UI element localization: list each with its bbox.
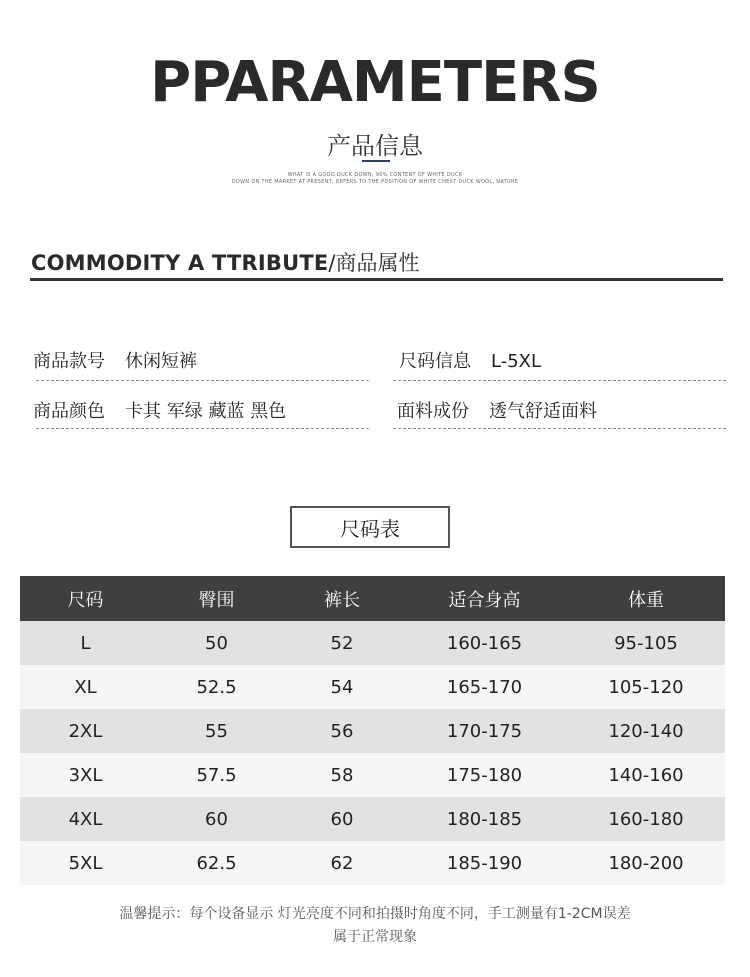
attribute-label: 尺码信息: [399, 351, 471, 372]
cell-hip: 55: [205, 720, 228, 742]
page-subtitle: 产品信息: [327, 132, 423, 160]
subtitle-underline: [362, 160, 390, 162]
cell-hip: 62.5: [196, 852, 237, 874]
dashed-divider: [393, 380, 726, 381]
cell-weight: 180-200: [608, 852, 684, 874]
measurement-note-continued: 属于正常现象: [333, 929, 417, 945]
cell-hip: 50: [205, 632, 228, 654]
size-table: [20, 576, 725, 885]
table-row: [20, 621, 725, 665]
attribute-value: 透气舒适面料: [489, 401, 597, 422]
cell-size: L: [80, 632, 91, 654]
cell-weight: 120-140: [608, 720, 684, 742]
attribute-size-info: [399, 347, 541, 373]
cell-height: 185-190: [446, 852, 523, 874]
cell-size: 5XL: [68, 852, 103, 874]
cell-weight: 95-105: [614, 632, 678, 654]
cell-height: 175-180: [446, 764, 523, 786]
cell-height: 165-170: [446, 676, 523, 698]
cell-hip: 57.5: [196, 764, 237, 786]
table-row: [20, 797, 725, 841]
fine-print-line-2: DOWN ON THE MARKET AT PRESENT, REFERS TO THE POSITION OF WHITE CHEST DUCK WOOL, NATURE: [231, 179, 519, 185]
attribute-style-number: [33, 347, 197, 373]
table-row: [20, 753, 725, 797]
size-chart-title: 尺码表: [290, 506, 450, 548]
attribute-value: L-5XL: [491, 351, 542, 372]
attribute-label: 商品款号: [33, 351, 105, 372]
cell-length: 58: [330, 764, 354, 786]
cell-size: XL: [74, 676, 97, 698]
cell-length: 56: [330, 720, 354, 742]
cell-hip: 52.5: [196, 676, 237, 698]
dashed-divider: [36, 380, 369, 381]
page-title: PPARAMETERS: [150, 50, 600, 115]
cell-size: 3XL: [68, 764, 103, 786]
fine-print-line-1: WHAT IS A GOOD DUCK DOWN, 90% CONTENT OF WHITE DUCK: [287, 172, 463, 178]
table-header: [20, 576, 725, 621]
cell-hip: 60: [205, 808, 228, 830]
cell-weight: 160-180: [608, 808, 684, 830]
cell-height: 170-175: [446, 720, 523, 742]
attribute-heading: [31, 247, 419, 277]
attribute-label: 商品颜色: [33, 401, 105, 422]
header-weight: 体重: [628, 589, 664, 611]
cell-weight: 105-120: [608, 676, 684, 698]
dashed-divider: [36, 428, 369, 429]
cell-weight: 140-160: [608, 764, 684, 786]
header-hip: 臀围: [198, 589, 235, 611]
table-row: [20, 841, 725, 885]
attribute-heading-en: COMMODITY A TTRIBUTE: [31, 251, 329, 275]
attribute-value: 休闲短裤: [125, 351, 197, 372]
table-row: [20, 709, 725, 753]
attribute-label: 面料成份: [397, 401, 469, 422]
cell-length: 60: [330, 808, 354, 830]
cell-size: 4XL: [68, 808, 103, 830]
attribute-heading-zh: /商品属性: [328, 251, 420, 275]
table-row: [20, 665, 725, 709]
attribute-fabric: [397, 397, 597, 423]
measurement-note: 温馨提示：每个设备显示 灯光亮度不同和拍摄时角度不同，手工测量有1-2CM误差: [119, 906, 631, 922]
dashed-divider: [393, 428, 726, 429]
header-length: 裤长: [324, 589, 360, 611]
attribute-value: 卡其 军绿 藏蓝 黑色: [125, 401, 287, 422]
cell-size: 2XL: [68, 720, 103, 742]
header-size: 尺码: [67, 589, 104, 611]
cell-length: 54: [330, 676, 354, 698]
cell-height: 160-165: [446, 632, 523, 654]
cell-length: 52: [330, 632, 354, 654]
cell-length: 62: [330, 852, 354, 874]
header-height: 适合身高: [448, 589, 521, 611]
attribute-color: [33, 397, 286, 423]
cell-height: 180-185: [446, 808, 523, 830]
attribute-divider: [30, 278, 723, 281]
